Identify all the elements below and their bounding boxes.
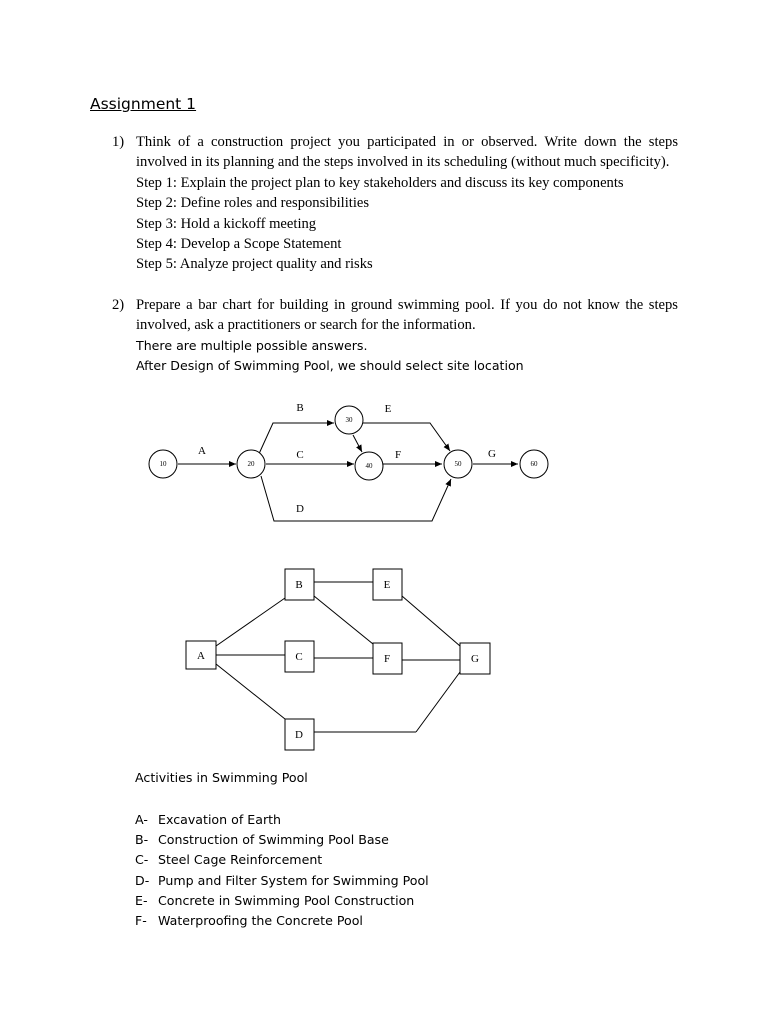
step-item: Step 5: Analyze project quality and risks: [136, 256, 373, 273]
list-item: [135, 891, 429, 911]
activity-label: G: [488, 448, 496, 460]
activity-code: F-: [135, 913, 147, 929]
link-a-b: [216, 598, 285, 646]
list-item: [135, 830, 429, 850]
activity-text: Construction of Swimming Pool Base: [158, 832, 389, 848]
box-label: B: [295, 579, 303, 591]
node-label: 10: [159, 460, 167, 468]
list-item: [135, 850, 429, 870]
question-2: [112, 295, 678, 377]
step-item: Step 3: Hold a kickoff meeting: [136, 215, 317, 232]
activity-text: Waterproofing the Concrete Pool: [158, 913, 363, 929]
node-label: 20: [247, 460, 255, 468]
question-1: [112, 132, 678, 275]
node-label: 30: [345, 416, 353, 424]
question-text: Prepare a bar chart for building in ground swimming pool. If you do not know the steps involved, ask a practitioners or search for the information.: [136, 297, 678, 334]
activity-text: Steel Cage Reinforcement: [158, 852, 323, 868]
box-label: A: [197, 650, 205, 662]
list-item: [135, 871, 429, 891]
activity-text: Pump and Filter System for Swimming Pool: [158, 872, 429, 888]
activity-label: D: [296, 503, 304, 515]
activity-label: C: [296, 449, 304, 461]
activity-label: E: [384, 403, 392, 415]
activity-label: A: [198, 445, 206, 457]
link-a-d: [216, 664, 285, 719]
activity-code: B-: [135, 832, 149, 848]
answer-note: After Design of Swimming Pool, we should select site location: [136, 358, 524, 374]
link-d-g-2: [416, 672, 460, 732]
question-number: 2): [112, 297, 125, 313]
activities-title: Activities in Swimming Pool: [135, 770, 308, 785]
activity-code: A-: [135, 812, 148, 827]
arrow-network-diagram: [140, 395, 560, 530]
node-label: 60: [530, 460, 538, 468]
activities-list: [135, 810, 429, 931]
answer-note: There are multiple possible answers.: [136, 337, 368, 353]
arrow-e: [363, 423, 450, 451]
node-label: 50: [454, 460, 462, 468]
list-item: [135, 810, 429, 830]
list-item: [135, 911, 429, 931]
activity-code: C-: [135, 852, 149, 868]
activity-code: E-: [135, 892, 148, 908]
step-item: Step 1: Explain the project plan to key stakeholders and discuss its key components: [136, 174, 624, 191]
box-label: F: [383, 653, 391, 665]
node-network-diagram: [180, 562, 500, 757]
box-label: G: [471, 653, 479, 665]
question-number: 1): [112, 134, 125, 150]
arrow-d: [261, 476, 451, 521]
activity-code: D-: [135, 872, 150, 888]
link-b-f: [314, 596, 373, 644]
question-text: Think of a construction project you participated in or observed. Write down the steps involved in its planning and the steps involved in its scheduling (without much specificity).: [136, 134, 678, 171]
activity-label: F: [394, 449, 402, 461]
node-label: 40: [365, 462, 373, 470]
activity-label: B: [296, 402, 304, 414]
link-e-g: [402, 596, 460, 646]
dummy-arrow: [353, 435, 362, 452]
activity-text: Excavation of Earth: [158, 812, 282, 827]
box-label: C: [295, 651, 303, 663]
page-title: Assignment 1: [90, 95, 197, 113]
box-label: D: [295, 729, 303, 741]
box-label: E: [383, 579, 391, 591]
step-item: Step 2: Define roles and responsibilities: [136, 195, 370, 212]
step-item: Step 4: Develop a Scope Statement: [136, 236, 342, 253]
activity-text: Concrete in Swimming Pool Construction: [158, 892, 415, 908]
